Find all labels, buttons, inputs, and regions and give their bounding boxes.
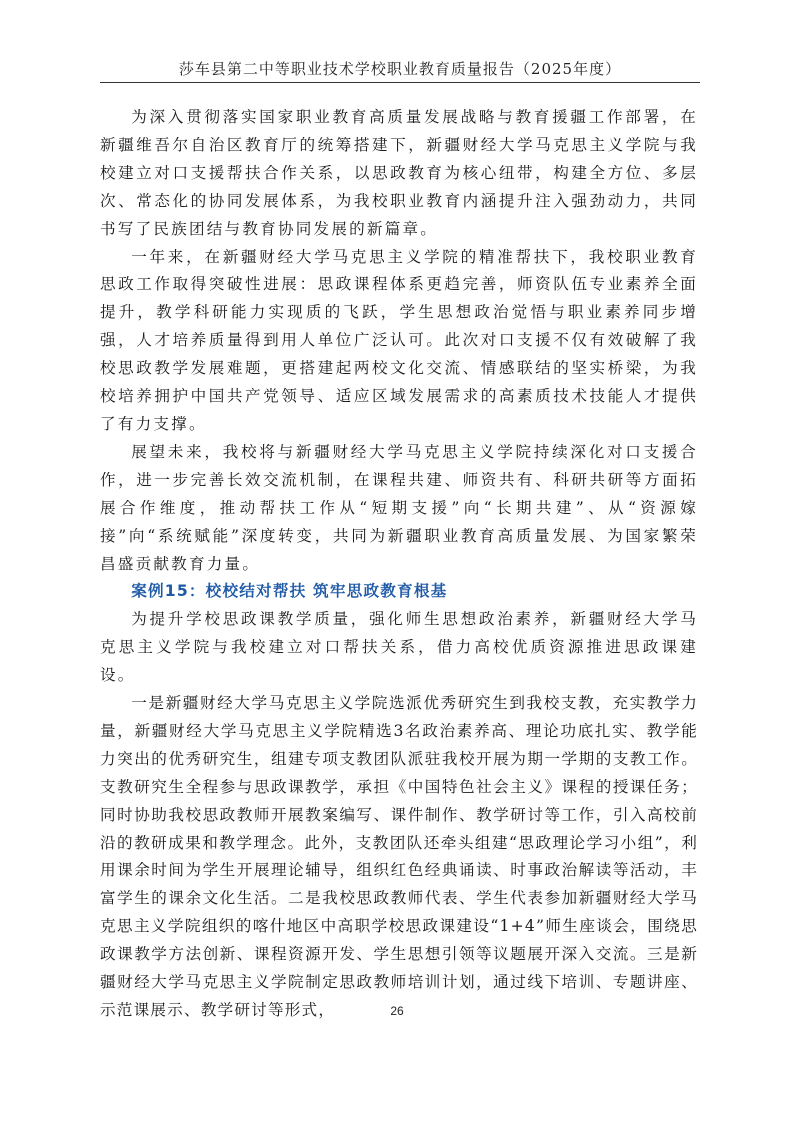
- body-text: [100, 104, 698, 1025]
- page-number: 26: [390, 1004, 404, 1018]
- paragraph-case-intro: 为提升学校思政课教学质量，强化师生思想政治素养，新疆财经大学马克思主义学院与我校建立对口帮扶关系，借力高校优质资源推进思政课建设。: [100, 610, 698, 685]
- paragraph-outlook: 展望未来，我校将与新疆财经大学马克思主义学院持续深化对口支援合作，进一步完善长效交流机制，在课程共建、师资共有、科研共研等方面拓展合作维度，推动帮扶工作从“短期支援”向“长期共建”、从“资源嫁接”向“系统赋能”深度转变，共同为新疆职业教育高质量发展、为国家繁荣昌盛贡献教育力量。: [100, 442, 698, 573]
- paragraph-intro: 为深入贯彻落实国家职业教育高质量发展战略与教育援疆工作部署，在新疆维吾尔自治区教育厅的统筹搭建下，新疆财经大学马克思主义学院与我校建立对口支援帮扶合作关系，以思政教育为核心纽带，构建全方位、多层次、常态化的协同发展体系，为我校职业教育内涵提升注入强劲动力，共同书写了民族团结与教育协同发展的新篇章。: [100, 108, 698, 238]
- running-header: 莎车县第二中等职业技术学校职业教育质量报告（2025年度）: [178, 60, 622, 78]
- paragraph-case-detail: 一是新疆财经大学马克思主义学院选派优秀研究生到我校支教，充实教学力量，新疆财经大学马克思主义学院精选3名政治素养高、理论功底扎实、教学能力突出的优秀研究生，组建专项支教团队派驻我校开展为期一学期的支教工作。支教研究生全程参与思政课教学，承担《中国特色社会主义》课程的授课任务；同时协助我校思政教师开展教案编写、课件制作、教学研讨等工作，引入高校前沿的教研成果和教学理念。此外，支教团队还牵头组建“思政理论学习小组”，利用课余时间为学生开展理论辅导，组织红色经典诵读、时事政治解读等活动，丰富学生的课余文化生活。二是我校思政教师代表、学生代表参加新疆财经大学马克思主义学院组织的喀什地区中高职学校思政课建设“1+4”师生座谈会，围绕思政课教学方法创新、课程资源开发、学生思想引领等议题展开深入交流。三是新疆财经大学马克思主义学院制定思政教师培训计划，通过线下培训、专题讲座、示范课展示、教学研讨等形式，: [100, 694, 698, 1019]
- paragraph-progress: 一年来，在新疆财经大学马克思主义学院的精准帮扶下，我校职业教育思政工作取得突破性进展：思政课程体系更趋完善，师资队伍专业素养全面提升，教学科研能力实现质的飞跃，学生思想政治觉悟与职业素养同步增强，人才培养质量得到用人单位广泛认可。此次对口支援不仅有效破解了我校思政教学发展难题，更搭建起两校文化交流、情感联结的坚实桥梁，为我校培养拥护中国共产党领导、适应区域发展需求的高素质技术技能人才提供了有力支撑。: [100, 247, 698, 433]
- case-heading: 案例15：校校结对帮扶 筑牢思政教育根基: [131, 582, 448, 601]
- header-divider: [100, 82, 700, 83]
